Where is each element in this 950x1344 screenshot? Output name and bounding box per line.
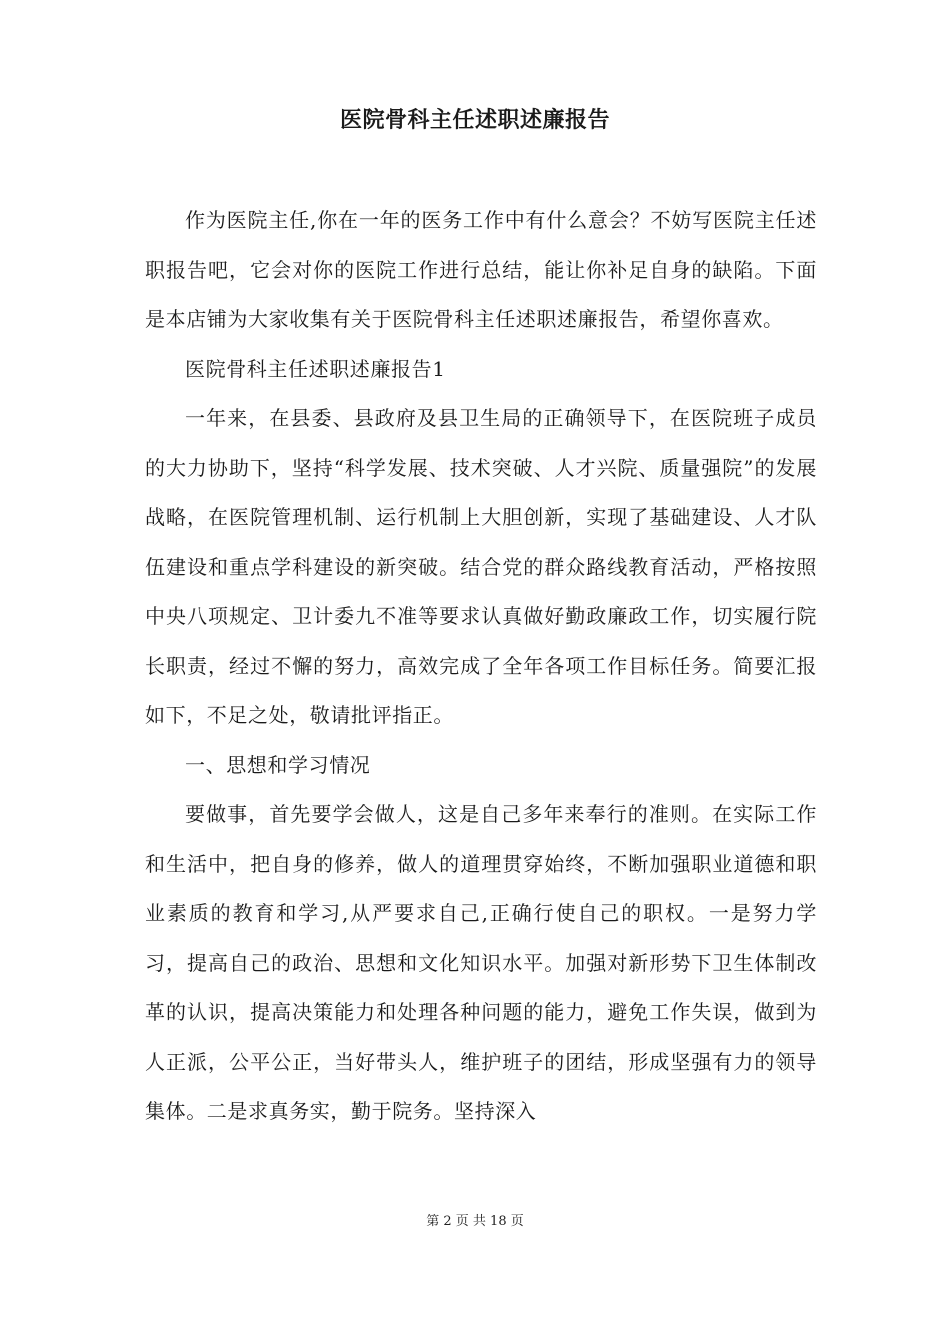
- section-heading-report-1: 医院骨科主任述职述廉报告1: [185, 356, 446, 381]
- body-paragraph-thought-study: 要做事，首先要学会做人，这是自己多年来奉行的准则。在实际工作和生活中，把自身的修养，做人的道理贯穿始终，不断加强职业道德和职业素质的教育和学习,从严要求自己,正确行使自己的职权。一是努力学习，提高自己的政治、思想和文化知识水平。加强对新形势下卫生体制改革的认识，提高决策能力和处理各种问题的能力，避免工作失误，做到为人正派，公平公正，当好带头人，维护班子的团结，形成坚强有力的领导集体。二是求真务实，勤于院务。坚持深入: [145, 802, 817, 1123]
- page-footer: 第 2 页 共 18 页: [426, 1214, 524, 1229]
- document-title: 医院骨科主任述职述廉报告: [339, 107, 610, 133]
- document-body: [145, 196, 817, 1137]
- section-heading-thought-study: 一、思想和学习情况: [185, 752, 371, 777]
- body-paragraph-overview: 一年来，在县委、县政府及县卫生局的正确领导下，在医院班子成员的大力协助下，坚持“科学发展、技术突破、人才兴院、质量强院”的发展战略，在医院管理机制、运行机制上大胆创新，实现了基础建设、人才队伍建设和重点学科建设的新突破。结合党的群众路线教育活动，严格按照中央八项规定、卫计委九不准等要求认真做好勤政廉政工作，切实履行院长职责，经过不懈的努力，高效完成了全年各项工作目标任务。简要汇报如下，不足之处，敬请批评指正。: [145, 406, 817, 727]
- intro-paragraph: 作为医院主任,你在一年的医务工作中有什么意会？不妨写医院主任述职报告吧，它会对你的医院工作进行总结，能让你补足自身的缺陷。下面是本店铺为大家收集有关于医院骨科主任述职述廉报告，希望你喜欢。: [145, 208, 817, 331]
